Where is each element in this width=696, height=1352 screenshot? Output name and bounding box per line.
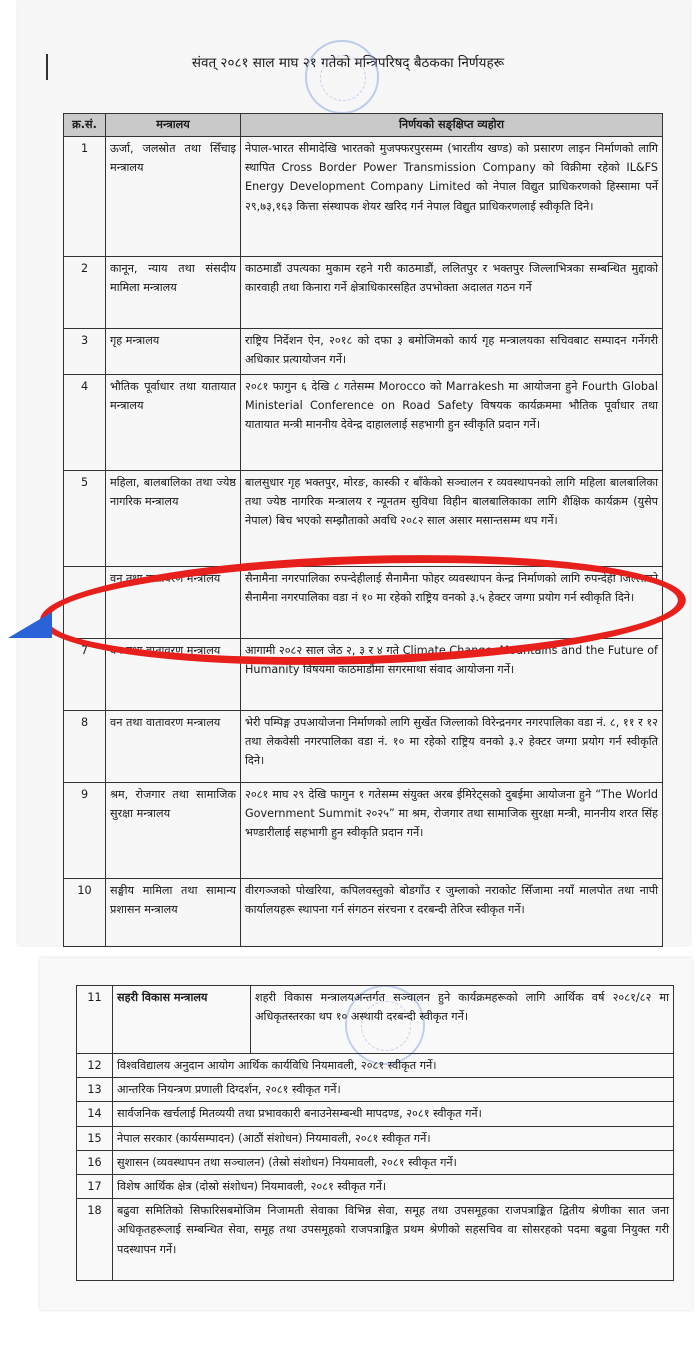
row-sn: 11 xyxy=(77,986,113,1054)
table-row xyxy=(64,783,663,879)
table-row xyxy=(77,1102,674,1126)
row-sn: 10 xyxy=(64,879,106,947)
row-sn: 3 xyxy=(64,329,106,375)
row-decision: सैनामैना नगरपालिका रुपन्देहीलाई सैनामैना फोहर व्यवस्थापन केन्द्र निर्माणको लागि रुपन्देही जिल्लाको सैनामैना नगरपालिका वडा नं १० मा रहेको राष्ट्रिय वनको ३.५ हेक्टर जग्गा प्रयोग गर्न स्वीकृति दिने। xyxy=(241,567,663,639)
page-title: संवत् २०८१ साल माघ २१ गतेको मन्त्रिपरिषद् बैठकका निर्णयहरू xyxy=(191,55,505,71)
table-row xyxy=(64,711,663,783)
table-header-row xyxy=(64,114,663,137)
table-row xyxy=(64,257,663,329)
row-decision: आगामी २०८२ साल जेठ २, ३ र ४ गते Climate Change, Mountains and the Future of Humanity विषयमा काठमाडौंमा सगरमाथा संवाद आयोजना गर्ने। xyxy=(241,639,663,711)
row-decision: सुशासन (व्यवस्थापन तथा सञ्चालन) (तेस्रो संशोधन) नियमावली, २०८१ स्वीकृत गर्ने। xyxy=(113,1150,674,1174)
row-sn: 4 xyxy=(64,375,106,471)
row-decision: शहरी विकास मन्त्रालयअन्तर्गत सञ्चालन हुने कार्यक्रमहरूको लागि आर्थिक वर्ष २०८१/८२ मा अधिकृतस्तरका थप १० अस्थायी दरबन्दी स्वीकृत गर्ने। xyxy=(251,986,674,1054)
row-sn: 2 xyxy=(64,257,106,329)
row-ministry: सहरी विकास मन्त्रालय xyxy=(113,986,251,1054)
header-ministry: मन्त्रालय xyxy=(106,114,241,137)
row-ministry: सङ्घीय मामिला तथा सामान्य प्रशासन मन्त्रालय xyxy=(106,879,241,947)
row-sn: 13 xyxy=(77,1078,113,1102)
row-sn: 15 xyxy=(77,1126,113,1150)
row-decision: वीरगञ्जको पोखरिया, कपिलवस्तुको बोडगाँउ र जुम्लाको नराकोट सिँजामा नयाँ मालपोत तथा नापी कार्यालयहरू स्थापना गर्न संगठन संरचना र दरबन्दी तेरिज स्वीकृत गर्ने। xyxy=(241,879,663,947)
decisions-table-continued xyxy=(76,985,674,1281)
row-decision: बढुवा समितिको सिफारिसबमोजिम निजामती सेवाका विभिन्न सेवा, समूह तथा उपसमूहका राजपत्राङ्कित द्वितीय श्रेणीका सात जना अधिकृतहरूलाई सम्बन्धित सेवा, समूह तथा उपसमूहको राजपत्राङ्कित प्रथम श्रेणीको सहसचिव वा सोसरहको पदमा बढुवा नियुक्त गरी पदस्थापन गर्ने। xyxy=(113,1199,674,1281)
row-sn: 14 xyxy=(77,1102,113,1126)
table-row xyxy=(77,1199,674,1281)
row-decision: नेपाल-भारत सीमादेखि भारतको मुजफ्फरपुरसम्म (भारतीय खण्ड) को प्रसारण लाइन निर्माणको लागि स्थापित Cross Border Power Transmission Company को विक्रीमा रहेको IL&FS Energy Development Company Limited को नेपाल विद्युत प्राधिकरणको हिस्सामा पर्ने २९,७३,१६३ कित्ता संस्थापक शेयर खरिद गर्न नेपाल विद्युत प्राधिकरणलाई स्वीकृति दिने। xyxy=(241,137,663,257)
table-row xyxy=(77,1126,674,1150)
government-seal-icon xyxy=(305,40,379,114)
decisions-table xyxy=(63,113,663,947)
row-decision: राष्ट्रिय निर्देशन ऐन, २०१८ को दफा ३ बमोजिमको कार्य गृह मन्त्रालयका सचिवबाट सम्पादन गर्नेगरी अधिकार प्रत्यायोजन गर्ने। xyxy=(241,329,663,375)
header-sn: क्र.सं. xyxy=(64,114,106,137)
row-ministry: वन तथा वातावरण मन्त्रालय xyxy=(106,639,241,711)
row-ministry: कानून, न्याय तथा संसदीय मामिला मन्त्रालय xyxy=(106,257,241,329)
table-row xyxy=(77,1175,674,1199)
table-row xyxy=(64,375,663,471)
row-decision: २०८१ फागुन ६ देखि ८ गतेसम्म Morocco को Marrakesh मा आयोजना हुने Fourth Global Ministerial Conference on Road Safety विषयक कार्यक्रममा भौतिक पूर्वाधार तथा यातायात मन्त्री माननीय देवेन्द्र दाहाललाई सहभागी हुन स्वीकृति प्रदान गर्ने। xyxy=(241,375,663,471)
row-decision: २०८१ माघ २९ देखि फागुन १ गतेसम्म संयुक्त अरब ईमिरेट्सको दुबईमा आयोजना हुने “The World Government Summit २०२५” मा श्रम, रोजगार तथा सामाजिक सुरक्षा मन्त्री, माननीय शरत सिंह भण्डारीलाई सहभागी हुन स्वीकृति प्रदान गर्ने। xyxy=(241,783,663,879)
row-sn: 8 xyxy=(64,711,106,783)
table-row xyxy=(64,137,663,257)
row-decision: भेरी पम्पिङ्ग उपआयोजना निर्माणको लागि सुर्खेत जिल्लाको विरेन्द्रनगर नगरपालिका वडा नं. ८, ११ र १२ तथा लेकवेसी नगरपालिका वडा नं. १० मा रहेको राष्ट्रिय वनको ३.२ हेक्टर जग्गा प्रयोग गर्न स्वीकृति दिने। xyxy=(241,711,663,783)
table-row xyxy=(64,329,663,375)
row-ministry: श्रम, रोजगार तथा सामाजिक सुरक्षा मन्त्रालय xyxy=(106,783,241,879)
row-ministry: ऊर्जा, जलस्रोत तथा सिँचाइ मन्त्रालय xyxy=(106,137,241,257)
row-sn: 17 xyxy=(77,1175,113,1199)
row-ministry: भौतिक पूर्वाधार तथा यातायात मन्त्रालय xyxy=(106,375,241,471)
row-sn: 16 xyxy=(77,1150,113,1174)
table-row xyxy=(64,471,663,567)
table-row xyxy=(64,879,663,947)
row-sn: 1 xyxy=(64,137,106,257)
row-decision: विशेष आर्थिक क्षेत्र (दोस्रो संशोधन) नियमावली, २०८१ स्वीकृत गर्ने। xyxy=(113,1175,674,1199)
row-sn: 18 xyxy=(77,1199,113,1281)
header-decision: निर्णयको सङ्क्षिप्त व्यहोरा xyxy=(241,114,663,137)
row-sn: 5 xyxy=(64,471,106,567)
row-ministry: वन तथा वातावरण मन्त्रालय xyxy=(106,711,241,783)
row-ministry: महिला, बालबालिका तथा ज्येष्ठ नागरिक मन्त्रालय xyxy=(106,471,241,567)
row-sn: 9 xyxy=(64,783,106,879)
row-decision: विश्वविद्यालय अनुदान आयोग आर्थिक कार्यविधि नियमावली, २०८१ स्वीकृत गर्ने। xyxy=(113,1054,674,1078)
row-ministry: गृह मन्त्रालय xyxy=(106,329,241,375)
row-decision: काठमाडौं उपत्यका मुकाम रहने गरी काठमाडौं, ललितपुर र भक्तपुर जिल्लाभित्रका सम्बन्धित मुद्दाको कारवाही तथा किनारा गर्ने क्षेत्राधिकारसहित उपभोक्ता अदालत गठन गर्ने xyxy=(241,257,663,329)
table-row xyxy=(77,986,674,1054)
row-decision: सार्वजनिक खर्चलाई मितव्ययी तथा प्रभावकारी बनाउनेसम्बन्धी मापदण्ड, २०८१ स्वीकृत गर्ने। xyxy=(113,1102,674,1126)
row-ministry: वन तथा वातावरण मन्त्रालय xyxy=(106,567,241,639)
row-sn: 7 xyxy=(64,639,106,711)
table-row xyxy=(77,1054,674,1078)
row-decision: बालसुधार गृह भक्तपुर, मोरङ, कास्की र बाँकेको सञ्चालन र व्यवस्थापनको लागि महिला बालबालिका तथा ज्येष्ठ नागरिक मन्त्रालय र न्यूनतम सुविधा विहीन बालबालिकाका लागि शैक्षिक कार्यक्रम (युसेप नेपाल) बिच भएको सम्झौताको अवधि २०८२ साल असार मसान्तसम्म थप गर्ने। xyxy=(241,471,663,567)
row-decision: नेपाल सरकार (कार्यसम्पादन) (आठौं संशोधन) नियमावली, २०८१ स्वीकृत गर्ने। xyxy=(113,1126,674,1150)
table-row xyxy=(77,1150,674,1174)
row-sn: 12 xyxy=(77,1054,113,1078)
table-row xyxy=(77,1078,674,1102)
row-decision: आन्तरिक नियन्त्रण प्रणाली दिग्दर्शन, २०८१ स्वीकृत गर्ने। xyxy=(113,1078,674,1102)
